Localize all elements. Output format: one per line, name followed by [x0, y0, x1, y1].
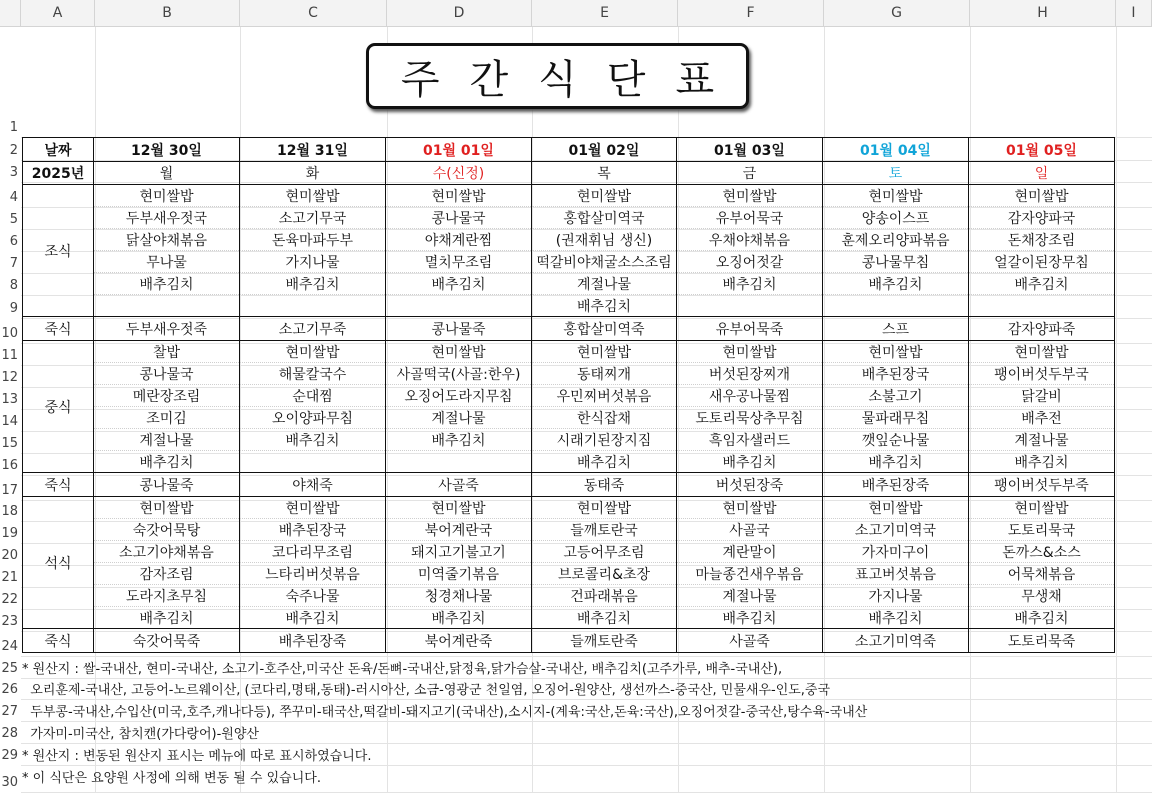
menu-item-cell[interactable]: 배추김치: [240, 607, 386, 629]
day-cell[interactable]: 목: [532, 162, 677, 185]
menu-item-cell[interactable]: 순대찜: [240, 385, 386, 407]
date-cell[interactable]: 01월 04일: [823, 138, 969, 162]
menu-item-cell[interactable]: 숙갓어묵탕: [94, 519, 240, 541]
gridline: [1116, 27, 1117, 792]
menu-item-cell[interactable]: 물파래무침: [823, 407, 969, 429]
day-cell[interactable]: 금: [677, 162, 823, 185]
column-header[interactable]: G: [824, 0, 970, 27]
column-header[interactable]: B: [95, 0, 240, 27]
menu-item-cell[interactable]: 배추전: [969, 407, 1115, 429]
lunch-row: [23, 451, 1115, 473]
menu-item-cell[interactable]: 마늘종건새우볶음: [677, 563, 823, 585]
row-header[interactable]: 18: [1, 504, 18, 519]
menu-item-cell[interactable]: 현미쌀밥: [677, 341, 823, 363]
porridge-label[interactable]: 죽식: [23, 629, 94, 653]
menu-item-cell[interactable]: 배추김치: [823, 273, 969, 295]
note-line[interactable]: * 원산지 : 쌀-국내산, 현미-국내산, 소고기-호주산,미국산 돈육/돈뼈-국내산,닭정육,닭가슴살-국내산, 배추김치(고주가루, 배추-국내산),: [22, 662, 783, 677]
date-cell[interactable]: 01월 02일: [532, 138, 677, 162]
menu-item-cell[interactable]: 배추김치: [532, 295, 677, 317]
menu-item-cell[interactable]: 현미쌀밥: [94, 497, 240, 519]
menu-item-cell[interactable]: 한식잡채: [532, 407, 677, 429]
menu-item-cell[interactable]: 현미쌀밥: [240, 185, 386, 207]
menu-item-cell[interactable]: 가지나물: [823, 585, 969, 607]
row-header[interactable]: 28: [1, 726, 18, 741]
dinner-row: [23, 519, 1115, 541]
menu-item-cell[interactable]: 배추김치: [677, 273, 823, 295]
row-header[interactable]: 9: [9, 301, 18, 316]
column-header[interactable]: H: [970, 0, 1116, 27]
menu-item-cell[interactable]: 계절나물: [969, 429, 1115, 451]
row-header[interactable]: 19: [1, 526, 18, 541]
menu-item-cell[interactable]: [240, 295, 386, 317]
menu-item-cell[interactable]: 배추김치: [386, 607, 532, 629]
porridge-cell[interactable]: 도토리묵죽: [969, 629, 1115, 653]
porridge-label[interactable]: 죽식: [23, 317, 94, 341]
menu-item-cell[interactable]: 양송이스프: [823, 207, 969, 229]
gridline: [21, 765, 1152, 766]
porridge-cell[interactable]: 콩나물죽: [94, 473, 240, 497]
menu-item-cell[interactable]: 감자양파국: [969, 207, 1115, 229]
porridge-cell[interactable]: 감자양파죽: [969, 317, 1115, 341]
menu-item-cell[interactable]: 닭살야채볶음: [94, 229, 240, 251]
menu-item-cell[interactable]: 콩나물국: [94, 363, 240, 385]
menu-item-cell[interactable]: 계절나물: [677, 585, 823, 607]
menu-item-cell[interactable]: 소불고기: [823, 385, 969, 407]
menu-item-cell[interactable]: 현미쌀밥: [386, 341, 532, 363]
menu-item-cell[interactable]: 무나물: [94, 251, 240, 273]
title-box[interactable]: [366, 43, 749, 109]
date-cell[interactable]: 01월 01일: [386, 138, 532, 162]
menu-item-cell[interactable]: 계절나물: [386, 407, 532, 429]
menu-item-cell[interactable]: 북어계란국: [386, 519, 532, 541]
menu-item-cell[interactable]: 계절나물: [94, 429, 240, 451]
menu-item-cell[interactable]: 닭갈비: [969, 385, 1115, 407]
column-header[interactable]: A: [21, 0, 95, 27]
row-header[interactable]: 12: [1, 370, 18, 385]
menu-item-cell[interactable]: 현미쌀밥: [94, 185, 240, 207]
menu-item-cell[interactable]: [386, 295, 532, 317]
date-cell[interactable]: 01월 03일: [677, 138, 823, 162]
menu-item-cell[interactable]: 유부어묵국: [677, 207, 823, 229]
menu-item-cell[interactable]: 홍합살미역국: [532, 207, 677, 229]
menu-item-cell[interactable]: 오이양파무침: [240, 407, 386, 429]
menu-item-cell[interactable]: 배추김치: [969, 451, 1115, 473]
porridge-cell[interactable]: 배추된장죽: [240, 629, 386, 653]
row-header[interactable]: 20: [1, 548, 18, 563]
date-label-cell[interactable]: 날짜: [23, 138, 94, 162]
menu-item-cell[interactable]: [969, 295, 1115, 317]
breakfast-label[interactable]: 조식: [23, 185, 94, 317]
row-header[interactable]: 6: [9, 234, 18, 249]
menu-item-cell[interactable]: 시래기된장지짐: [532, 429, 677, 451]
porridge-cell[interactable]: 팽이버섯두부죽: [969, 473, 1115, 497]
note-line[interactable]: 오리훈제-국내산, 고등어-노르웨이산, (코다리,명태,동태)-러시아산, 소금-영광군 천일염, 오징어-원양산, 생선까스-중국산, 민물새우-인도,중국: [22, 683, 831, 698]
menu-item-cell[interactable]: 찰밥: [94, 341, 240, 363]
row-header[interactable]: 5: [9, 212, 18, 227]
dinner-row: [23, 497, 1115, 519]
porridge-cell[interactable]: 버섯된장죽: [677, 473, 823, 497]
dinner-row: [23, 563, 1115, 585]
breakfast-row: [23, 273, 1115, 295]
row-header[interactable]: 17: [1, 483, 18, 498]
page-title: 주간식단표: [400, 56, 745, 103]
menu-item-cell[interactable]: 훈제오리양파볶음: [823, 229, 969, 251]
menu-item-cell[interactable]: 콩나물무침: [823, 251, 969, 273]
menu-item-cell[interactable]: 멸치무조림: [386, 251, 532, 273]
porridge-cell[interactable]: 두부새우젓죽: [94, 317, 240, 341]
menu-item-cell[interactable]: 고등어무조림: [532, 541, 677, 563]
date-row: [23, 138, 1115, 162]
menu-item-cell[interactable]: 배추김치: [677, 607, 823, 629]
menu-item-cell[interactable]: 배추김치: [677, 451, 823, 473]
row-header[interactable]: 22: [1, 592, 18, 607]
column-header[interactable]: D: [387, 0, 532, 27]
menu-item-cell[interactable]: 현미쌀밥: [532, 341, 677, 363]
menu-item-cell[interactable]: 우채야채볶음: [677, 229, 823, 251]
menu-item-cell[interactable]: 현미쌀밥: [386, 497, 532, 519]
row-header[interactable]: 3: [9, 165, 18, 180]
menu-item-cell[interactable]: 두부새우젓국: [94, 207, 240, 229]
row-header[interactable]: 30: [1, 775, 18, 790]
porridge-cell[interactable]: 유부어묵죽: [677, 317, 823, 341]
date-cell[interactable]: 01월 05일: [969, 138, 1115, 162]
porridge-cell[interactable]: 스프: [823, 317, 969, 341]
menu-item-cell[interactable]: 오징어도라지무침: [386, 385, 532, 407]
menu-item-cell[interactable]: 현미쌀밥: [823, 341, 969, 363]
menu-item-cell[interactable]: 배추된장국: [823, 363, 969, 385]
menu-item-cell[interactable]: 배추김치: [94, 451, 240, 473]
menu-item-cell[interactable]: 돼지고기불고기: [386, 541, 532, 563]
menu-item-cell[interactable]: 들깨토란국: [532, 519, 677, 541]
menu-item-cell[interactable]: 어묵채볶음: [969, 563, 1115, 585]
menu-item-cell[interactable]: 깻잎순나물: [823, 429, 969, 451]
row-header[interactable]: 1: [9, 120, 18, 135]
breakfast-row: [23, 207, 1115, 229]
menu-item-cell[interactable]: 돈까스&소스: [969, 541, 1115, 563]
date-cell[interactable]: 12월 30일: [94, 138, 240, 162]
porridge-label[interactable]: 죽식: [23, 473, 94, 497]
porridge-cell[interactable]: 사골죽: [677, 629, 823, 653]
row-header[interactable]: 11: [1, 348, 18, 363]
row-header[interactable]: 23: [1, 614, 18, 629]
porridge-cell[interactable]: 숙갓어묵죽: [94, 629, 240, 653]
menu-item-cell[interactable]: 배추김치: [94, 607, 240, 629]
menu-item-cell[interactable]: 소고기미역국: [823, 519, 969, 541]
menu-item-cell[interactable]: 버섯된장찌개: [677, 363, 823, 385]
menu-item-cell[interactable]: 우민찌버섯볶음: [532, 385, 677, 407]
menu-item-cell[interactable]: 배추김치: [823, 607, 969, 629]
dinner-row: [23, 607, 1115, 629]
menu-item-cell[interactable]: 현미쌀밥: [386, 185, 532, 207]
menu-item-cell[interactable]: 조미김: [94, 407, 240, 429]
menu-item-cell[interactable]: 배추김치: [969, 273, 1115, 295]
day-cell[interactable]: 월: [94, 162, 240, 185]
menu-item-cell[interactable]: [240, 451, 386, 473]
row-header[interactable]: 24: [1, 639, 18, 654]
menu-item-cell[interactable]: 사골국: [677, 519, 823, 541]
menu-item-cell[interactable]: 팽이버섯두부국: [969, 363, 1115, 385]
menu-item-cell[interactable]: 해물칼국수: [240, 363, 386, 385]
day-row: [23, 162, 1115, 185]
menu-item-cell[interactable]: 코다리무조림: [240, 541, 386, 563]
gridline: [21, 699, 1152, 700]
breakfast-row: [23, 295, 1115, 317]
menu-item-cell[interactable]: 현미쌀밥: [532, 185, 677, 207]
lunch-row: [23, 385, 1115, 407]
menu-item-cell[interactable]: 오징어젓갈: [677, 251, 823, 273]
menu-item-cell[interactable]: 메란장조림: [94, 385, 240, 407]
porridge-row: [23, 317, 1115, 341]
gridline: [21, 656, 1152, 657]
gridline: [21, 721, 1152, 722]
menu-item-cell[interactable]: 소고기무국: [240, 207, 386, 229]
menu-item-cell[interactable]: 무생채: [969, 585, 1115, 607]
breakfast-row: [23, 229, 1115, 251]
menu-item-cell[interactable]: (권재휘님 생신): [532, 229, 677, 251]
porridge-row: [23, 473, 1115, 497]
menu-item-cell[interactable]: 야채계란찜: [386, 229, 532, 251]
dinner-row: [23, 585, 1115, 607]
menu-item-cell[interactable]: 배추김치: [386, 273, 532, 295]
menu-item-cell[interactable]: 느타리버섯볶음: [240, 563, 386, 585]
menu-item-cell[interactable]: 배추김치: [94, 273, 240, 295]
note-line[interactable]: * 원산지 : 변동된 원산지 표시는 메뉴에 따로 표시하였습니다.: [22, 749, 372, 764]
menu-item-cell[interactable]: 현미쌀밥: [969, 497, 1115, 519]
lunch-row: [23, 363, 1115, 385]
menu-item-cell[interactable]: 숙주나물: [240, 585, 386, 607]
menu-item-cell[interactable]: 돈육마파두부: [240, 229, 386, 251]
menu-item-cell[interactable]: 떡갈비야채굴소스조림: [532, 251, 677, 273]
date-cell[interactable]: 12월 31일: [240, 138, 386, 162]
column-header[interactable]: E: [532, 0, 678, 27]
porridge-cell[interactable]: 배추된장죽: [823, 473, 969, 497]
porridge-cell[interactable]: 홍합살미역죽: [532, 317, 677, 341]
day-cell[interactable]: 토: [823, 162, 969, 185]
menu-item-cell[interactable]: 배추김치: [532, 451, 677, 473]
menu-item-cell[interactable]: 건파래볶음: [532, 585, 677, 607]
dinner-label[interactable]: 석식: [23, 497, 94, 629]
menu-item-cell[interactable]: 브로콜리&초장: [532, 563, 677, 585]
menu-item-cell[interactable]: 콩나물국: [386, 207, 532, 229]
column-header[interactable]: C: [240, 0, 387, 27]
note-line[interactable]: 두부콩-국내산,수입산(미국,호주,캐나다등), 쭈꾸미-태국산,떡갈비-돼지고기(국내산),소시지-(계육:국산,돈육:국산),오징어젓갈-중국산,탕수육-국내산: [22, 705, 868, 720]
select-all-corner[interactable]: [0, 0, 21, 27]
porridge-cell[interactable]: 북어계란죽: [386, 629, 532, 653]
column-header[interactable]: F: [678, 0, 824, 27]
lunch-row: [23, 407, 1115, 429]
menu-item-cell[interactable]: 흑임자샐러드: [677, 429, 823, 451]
menu-item-cell[interactable]: 가지나물: [240, 251, 386, 273]
menu-item-cell[interactable]: 새우공나물찜: [677, 385, 823, 407]
row-header[interactable]: 27: [1, 704, 18, 719]
breakfast-row: [23, 185, 1115, 207]
year-cell[interactable]: 2025년: [23, 162, 94, 185]
menu-item-cell[interactable]: 도토리묵상추무침: [677, 407, 823, 429]
row-header[interactable]: 2: [9, 143, 18, 158]
menu-item-cell[interactable]: 계란말이: [677, 541, 823, 563]
menu-item-cell[interactable]: 도토리묵국: [969, 519, 1115, 541]
row-header[interactable]: 7: [9, 256, 18, 271]
note-line[interactable]: 가자미-미국산, 참치캔(가다랑어)-원양산: [22, 727, 259, 742]
porridge-cell[interactable]: 동태죽: [532, 473, 677, 497]
row-header[interactable]: 8: [9, 278, 18, 293]
menu-item-cell[interactable]: 배추김치: [823, 451, 969, 473]
menu-item-cell[interactable]: 얼갈이된장무침: [969, 251, 1115, 273]
menu-item-cell[interactable]: 청경채나물: [386, 585, 532, 607]
row-header[interactable]: 16: [1, 458, 18, 473]
row-header[interactable]: 15: [1, 436, 18, 451]
menu-item-cell[interactable]: 배추김치: [386, 429, 532, 451]
lunch-label[interactable]: 중식: [23, 341, 94, 473]
gridline: [21, 743, 1152, 744]
dinner-row: [23, 541, 1115, 563]
menu-item-cell[interactable]: 현미쌀밥: [240, 497, 386, 519]
day-cell[interactable]: 일: [969, 162, 1115, 185]
menu-item-cell[interactable]: 배추김치: [532, 607, 677, 629]
breakfast-row: [23, 251, 1115, 273]
menu-item-cell[interactable]: 사골떡국(사골:한우): [386, 363, 532, 385]
row-header[interactable]: 14: [1, 414, 18, 429]
row-header[interactable]: 21: [1, 570, 18, 585]
menu-item-cell[interactable]: 소고기야채볶음: [94, 541, 240, 563]
row-header[interactable]: 29: [1, 748, 18, 763]
note-line[interactable]: * 이 식단은 요양원 사정에 의해 변동 될 수 있습니다.: [22, 771, 321, 786]
lunch-row: [23, 429, 1115, 451]
menu-item-cell[interactable]: 표고버섯볶음: [823, 563, 969, 585]
menu-item-cell[interactable]: [386, 451, 532, 473]
porridge-cell[interactable]: 소고기미역죽: [823, 629, 969, 653]
porridge-cell[interactable]: 야채죽: [240, 473, 386, 497]
porridge-row: [23, 629, 1115, 653]
day-cell[interactable]: 수(신정): [386, 162, 532, 185]
menu-item-cell[interactable]: 동태찌개: [532, 363, 677, 385]
porridge-cell[interactable]: 소고기무죽: [240, 317, 386, 341]
menu-item-cell[interactable]: 배추김치: [240, 273, 386, 295]
menu-item-cell[interactable]: 현미쌀밥: [969, 341, 1115, 363]
porridge-cell[interactable]: 들깨토란죽: [532, 629, 677, 653]
row-header[interactable]: 4: [9, 190, 18, 205]
menu-item-cell[interactable]: 현미쌀밥: [677, 185, 823, 207]
menu-item-cell[interactable]: 돈채장조림: [969, 229, 1115, 251]
menu-item-cell[interactable]: 현미쌀밥: [969, 185, 1115, 207]
menu-table: [22, 137, 1115, 653]
menu-item-cell[interactable]: 도라지초무침: [94, 585, 240, 607]
menu-item-cell[interactable]: 감자조림: [94, 563, 240, 585]
menu-item-cell[interactable]: [823, 295, 969, 317]
menu-item-cell[interactable]: 배추된장국: [240, 519, 386, 541]
menu-item-cell[interactable]: 미역줄기볶음: [386, 563, 532, 585]
menu-item-cell[interactable]: 배추김치: [969, 607, 1115, 629]
menu-item-cell[interactable]: 현미쌀밥: [532, 497, 677, 519]
menu-item-cell[interactable]: 현미쌀밥: [240, 341, 386, 363]
column-header[interactable]: I: [1116, 0, 1152, 27]
menu-item-cell[interactable]: 가자미구이: [823, 541, 969, 563]
menu-item-cell[interactable]: 현미쌀밥: [677, 497, 823, 519]
lunch-row: [23, 341, 1115, 363]
row-header[interactable]: 26: [1, 682, 18, 697]
menu-item-cell[interactable]: [677, 295, 823, 317]
row-header[interactable]: 13: [1, 392, 18, 407]
menu-item-cell[interactable]: 배추김치: [240, 429, 386, 451]
porridge-cell[interactable]: 사골죽: [386, 473, 532, 497]
row-header[interactable]: 25: [1, 661, 18, 676]
menu-item-cell[interactable]: [94, 295, 240, 317]
porridge-cell[interactable]: 콩나물죽: [386, 317, 532, 341]
row-header[interactable]: 10: [1, 326, 18, 341]
day-cell[interactable]: 화: [240, 162, 386, 185]
menu-item-cell[interactable]: 계절나물: [532, 273, 677, 295]
menu-item-cell[interactable]: 현미쌀밥: [823, 497, 969, 519]
menu-item-cell[interactable]: 현미쌀밥: [823, 185, 969, 207]
